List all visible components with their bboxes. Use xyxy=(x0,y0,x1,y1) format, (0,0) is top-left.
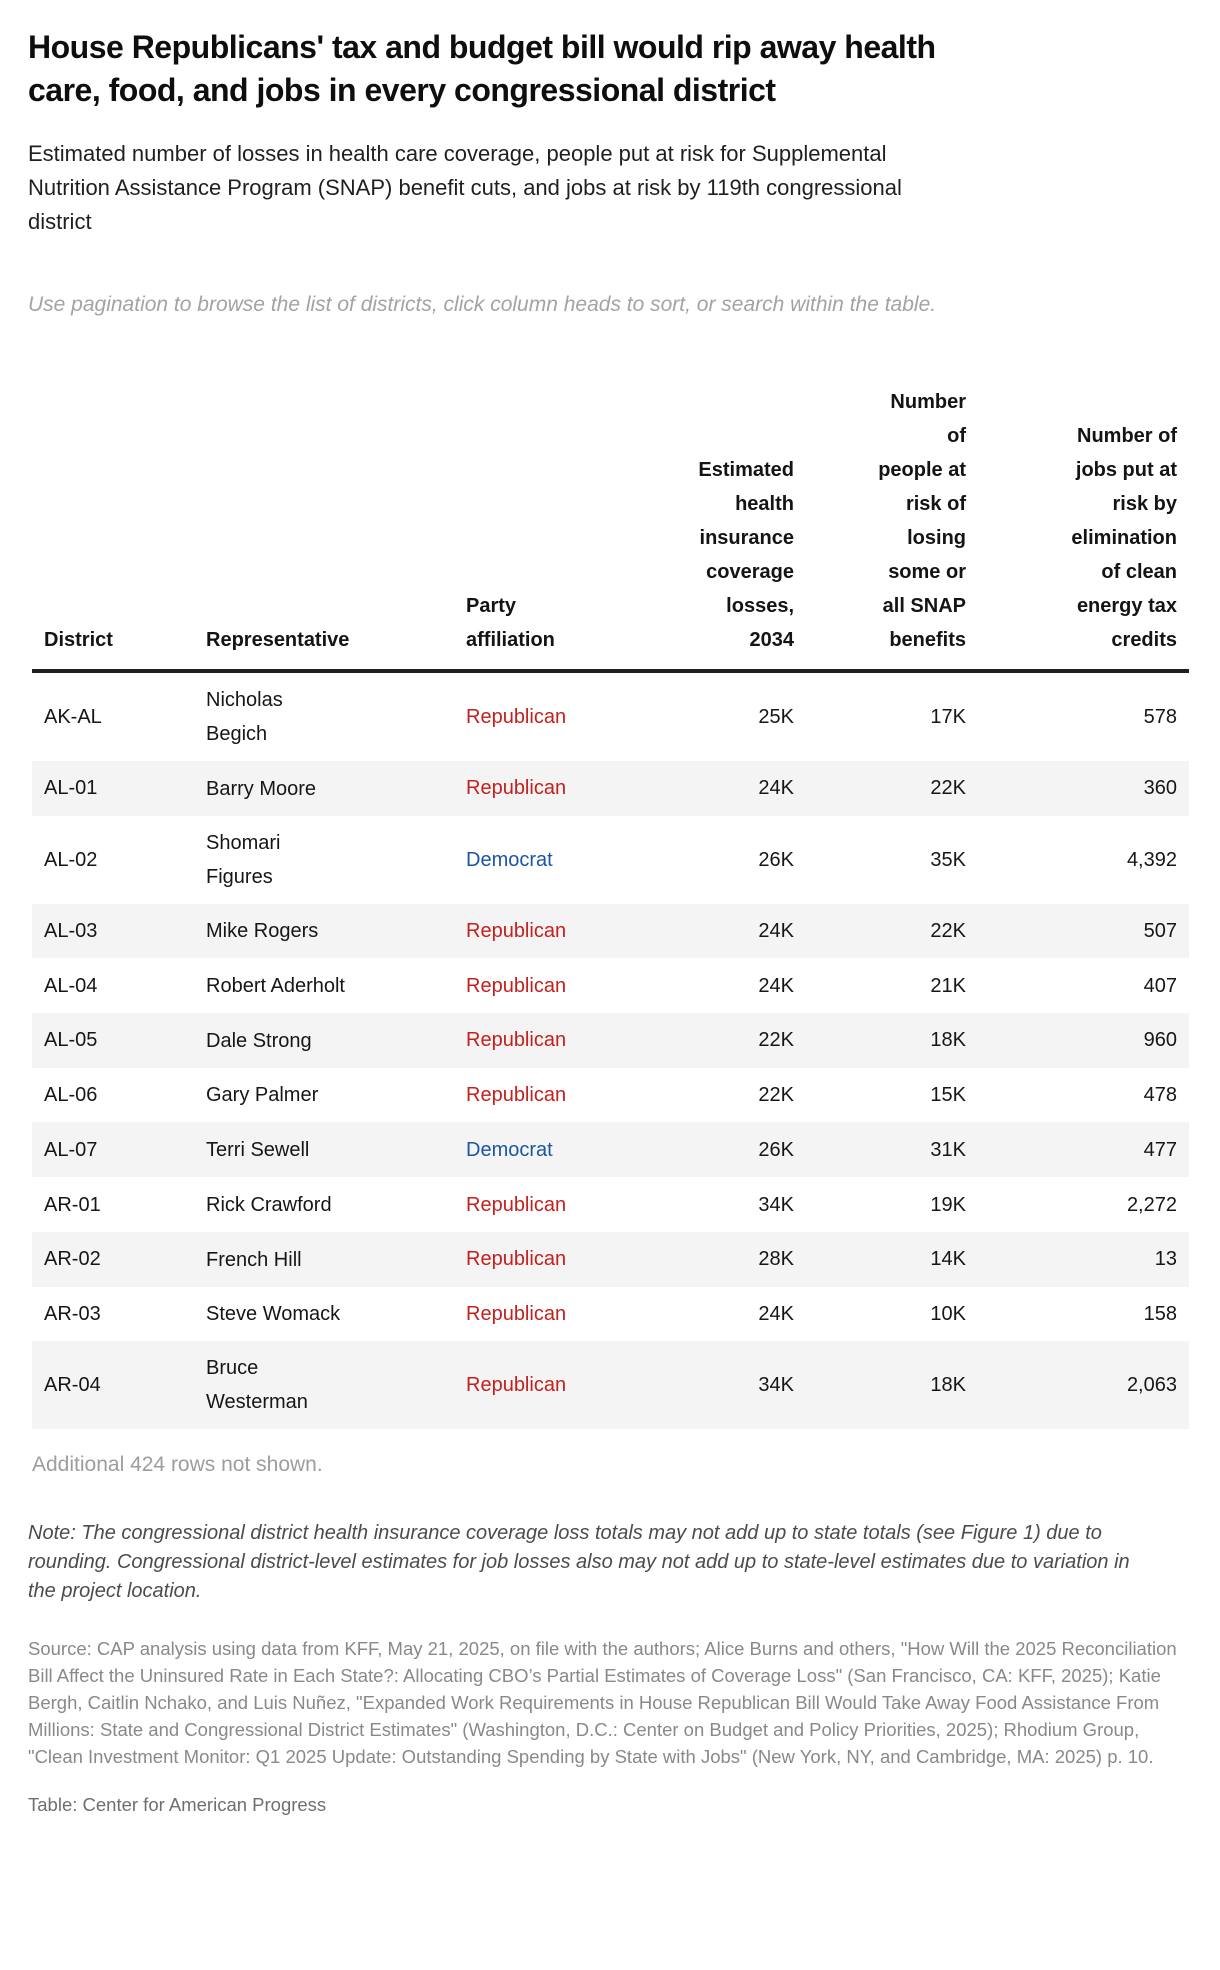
cell-value: 35K xyxy=(930,848,966,871)
cell-party xyxy=(454,816,636,904)
cell-value: AK-AL xyxy=(44,705,102,728)
page-title: House Republicans' tax and budget bill would rip away health care, food, and jobs in every congressional district xyxy=(28,29,936,108)
cell-snap_risk xyxy=(806,1013,978,1068)
cell-value: 22K xyxy=(930,777,966,800)
cell-snap_risk xyxy=(806,816,978,904)
cell-district xyxy=(32,671,194,761)
cell-value: 18K xyxy=(930,1029,966,1052)
cell-value: 17K xyxy=(930,705,966,728)
cell-value: AL-03 xyxy=(44,919,98,942)
cell-value: 14K xyxy=(930,1248,966,1271)
cell-snap_risk xyxy=(806,1068,978,1123)
cell-health_losses xyxy=(636,904,806,959)
cell-representative xyxy=(194,1013,454,1068)
cell-value: Dale Strong xyxy=(206,1029,312,1052)
cell-snap_risk xyxy=(806,958,978,1013)
table-row xyxy=(32,1013,1189,1068)
cell-representative xyxy=(194,1068,454,1123)
cell-value: 22K xyxy=(930,919,966,942)
cell-health_losses xyxy=(636,816,806,904)
cell-jobs_risk xyxy=(978,1013,1189,1068)
table-row xyxy=(32,1068,1189,1123)
cell-value: 31K xyxy=(930,1138,966,1161)
cell-value: Mike Rogers xyxy=(206,920,319,943)
cell-party xyxy=(454,1068,636,1123)
cell-jobs_risk xyxy=(978,1232,1189,1287)
cell-snap_risk xyxy=(806,1341,978,1429)
cell-party xyxy=(454,1341,636,1429)
cell-value: 24K xyxy=(758,777,794,800)
cell-value: AL-06 xyxy=(44,1084,98,1107)
cell-representative xyxy=(194,1232,454,1287)
party-label: Republican xyxy=(466,974,567,997)
cell-value: Terri Sewell xyxy=(206,1139,310,1162)
cell-health_losses xyxy=(636,1287,806,1342)
cell-value: 24K xyxy=(758,919,794,942)
column-header-label: Representative xyxy=(206,628,350,651)
party-label: Republican xyxy=(466,777,567,800)
cell-health_losses xyxy=(636,1341,806,1429)
cell-health_losses xyxy=(636,1232,806,1287)
cell-value: AR-02 xyxy=(44,1248,101,1271)
table-row xyxy=(32,1341,1189,1429)
column-header-label: Party affiliation xyxy=(466,594,555,651)
column-header-jobs_risk[interactable] xyxy=(978,385,1189,671)
cell-jobs_risk xyxy=(978,1177,1189,1232)
party-label: Republican xyxy=(466,705,567,728)
cell-district xyxy=(32,1341,194,1429)
cell-value: 2,063 xyxy=(1126,1374,1177,1397)
cell-value: 15K xyxy=(930,1084,966,1107)
column-header-label: Number of people at risk of losing some or all SNAP benefits xyxy=(878,390,966,651)
cell-snap_risk xyxy=(806,761,978,816)
cell-value: 2,272 xyxy=(1126,1193,1177,1216)
party-label: Republican xyxy=(466,1084,567,1107)
more-rows-note: Additional 424 rows not shown. xyxy=(32,1453,323,1477)
party-label: Republican xyxy=(466,1374,567,1397)
cell-representative xyxy=(194,958,454,1013)
cell-snap_risk xyxy=(806,671,978,761)
cell-district xyxy=(32,1232,194,1287)
cell-value: AL-04 xyxy=(44,974,98,997)
cell-value: 24K xyxy=(758,1302,794,1325)
cell-value: 34K xyxy=(758,1193,794,1216)
cell-health_losses xyxy=(636,761,806,816)
column-header-snap_risk[interactable] xyxy=(806,385,978,671)
cell-jobs_risk xyxy=(978,904,1189,959)
cell-representative xyxy=(194,1177,454,1232)
cell-value: 477 xyxy=(1143,1138,1177,1161)
cell-party xyxy=(454,761,636,816)
cell-value: 28K xyxy=(758,1248,794,1271)
footnote: Note: The congressional district health insurance coverage loss totals may not add up to state totals (see Figure 1) due to rounding. Congressional district-level estimates for job losses also may not add up to state-level estimates due to variation in the project location. xyxy=(28,1522,1130,1603)
cell-value: 18K xyxy=(930,1374,966,1397)
column-header-label: District xyxy=(44,628,113,651)
cell-health_losses xyxy=(636,1122,806,1177)
column-header-label: Number of jobs put at risk by elimination of clean energy tax credits xyxy=(1071,424,1177,651)
cell-health_losses xyxy=(636,671,806,761)
cell-value: Barry Moore xyxy=(206,777,317,800)
cell-value: 960 xyxy=(1143,1029,1177,1052)
cell-value: AR-01 xyxy=(44,1193,101,1216)
cell-value: French Hill xyxy=(206,1248,302,1271)
cell-value: 22K xyxy=(758,1084,794,1107)
cell-value: 158 xyxy=(1143,1302,1177,1325)
cell-value: Gary Palmer xyxy=(206,1084,319,1107)
cell-district xyxy=(32,1287,194,1342)
cell-jobs_risk xyxy=(978,1341,1189,1429)
cell-value: Nicholas Begich xyxy=(206,688,283,745)
cell-jobs_risk xyxy=(978,1122,1189,1177)
table-row xyxy=(32,761,1189,816)
table-row xyxy=(32,671,1189,761)
cell-party xyxy=(454,1122,636,1177)
cell-value: Shomari Figures xyxy=(206,831,281,888)
cell-value: AL-01 xyxy=(44,777,98,800)
table-row xyxy=(32,1122,1189,1177)
cell-representative xyxy=(194,671,454,761)
cell-jobs_risk xyxy=(978,1287,1189,1342)
cell-party xyxy=(454,671,636,761)
cell-representative xyxy=(194,1341,454,1429)
cell-value: AL-07 xyxy=(44,1138,98,1161)
source-line: Source: CAP analysis using data from KFF, May 21, 2025, on file with the authors; Alice Burns and others, "How Will the 2025 Reconciliation Bill Affect the Uninsured Rate in Each State?: Allocating CBO’s Partial Estimates of Coverage Loss" (San Francisco, CA: KFF, 2025); Katie Bergh, Caitlin Nchako, and Luis Nuñez, "Expanded Work Requirements in House Republican Bill Would Take Away Food Assistance From Millions: State and Congressional District Estimates" (Washington, D.C.: Center on Budget and Policy Priorities, 2025); Rhodium Group, "Clean Investment Monitor: Q1 2025 Update: Outstanding Spending by State with Jobs" (New York, NY, and Cambridge, MA: 2025) p. 10. xyxy=(28,1638,1177,1767)
cell-district xyxy=(32,816,194,904)
cell-value: 360 xyxy=(1143,777,1177,800)
cell-party xyxy=(454,904,636,959)
cell-health_losses xyxy=(636,1013,806,1068)
table-credit: Table: Center for American Progress xyxy=(28,1794,327,1816)
cell-district xyxy=(32,1177,194,1232)
cell-health_losses xyxy=(636,1177,806,1232)
cell-value: 13 xyxy=(1154,1248,1177,1271)
party-label: Democrat xyxy=(466,1138,553,1161)
cell-value: 578 xyxy=(1143,705,1177,728)
cell-jobs_risk xyxy=(978,816,1189,904)
cell-party xyxy=(454,1287,636,1342)
cell-snap_risk xyxy=(806,1122,978,1177)
cell-jobs_risk xyxy=(978,958,1189,1013)
cell-value: 26K xyxy=(758,848,794,871)
cell-value: 22K xyxy=(758,1029,794,1052)
cell-party xyxy=(454,958,636,1013)
column-header-row xyxy=(32,385,1189,671)
cell-district xyxy=(32,761,194,816)
party-label: Republican xyxy=(466,919,567,942)
usage-hint: Use pagination to browse the list of districts, click column heads to sort, or search within the table. xyxy=(28,293,937,317)
cell-representative xyxy=(194,1287,454,1342)
cell-representative xyxy=(194,1122,454,1177)
cell-jobs_risk xyxy=(978,671,1189,761)
party-label: Republican xyxy=(466,1029,567,1052)
cell-representative xyxy=(194,904,454,959)
cell-jobs_risk xyxy=(978,1068,1189,1123)
cell-district xyxy=(32,1122,194,1177)
table-row xyxy=(32,1287,1189,1342)
table-row xyxy=(32,1177,1189,1232)
party-label: Republican xyxy=(466,1248,567,1271)
cell-district xyxy=(32,1013,194,1068)
cell-party xyxy=(454,1232,636,1287)
table-row xyxy=(32,958,1189,1013)
cell-snap_risk xyxy=(806,1232,978,1287)
page-subtitle: Estimated number of losses in health care coverage, people put at risk for Supplemental Nutrition Assistance Program (SNAP) benefit cuts, and jobs at risk by 119th congressional district xyxy=(28,141,902,235)
cell-value: 10K xyxy=(930,1302,966,1325)
table-body xyxy=(32,671,1189,1429)
cell-party xyxy=(454,1177,636,1232)
cell-health_losses xyxy=(636,958,806,1013)
column-header-district[interactable] xyxy=(32,385,194,671)
cell-district xyxy=(32,1068,194,1123)
cell-value: 4,392 xyxy=(1126,848,1177,871)
cell-value: AR-04 xyxy=(44,1374,101,1397)
table-row xyxy=(32,1232,1189,1287)
cell-value: 25K xyxy=(758,705,794,728)
cell-value: 478 xyxy=(1143,1084,1177,1107)
cell-value: Bruce Westerman xyxy=(206,1357,308,1414)
table-row xyxy=(32,904,1189,959)
party-label: Republican xyxy=(466,1193,567,1216)
cell-value: 24K xyxy=(758,974,794,997)
cell-value: AL-02 xyxy=(44,848,98,871)
cell-value: 21K xyxy=(930,974,966,997)
column-header-health_losses[interactable] xyxy=(636,385,806,671)
cell-value: Rick Crawford xyxy=(206,1193,332,1216)
column-header-party[interactable] xyxy=(454,385,636,671)
cell-district xyxy=(32,958,194,1013)
cell-representative xyxy=(194,816,454,904)
party-label: Democrat xyxy=(466,848,553,871)
cell-value: 507 xyxy=(1143,919,1177,942)
cell-representative xyxy=(194,761,454,816)
cell-snap_risk xyxy=(806,904,978,959)
party-label: Republican xyxy=(466,1302,567,1325)
cell-value: 26K xyxy=(758,1138,794,1161)
cell-value: Robert Aderholt xyxy=(206,975,345,998)
table-header xyxy=(32,385,1189,671)
cell-value: AL-05 xyxy=(44,1029,98,1052)
cell-jobs_risk xyxy=(978,761,1189,816)
cell-value: AR-03 xyxy=(44,1302,101,1325)
districts-table xyxy=(32,385,1189,1429)
cell-party xyxy=(454,1013,636,1068)
column-header-label: Estimated health insurance coverage losses, 2034 xyxy=(698,458,794,651)
table-row xyxy=(32,816,1189,904)
column-header-representative[interactable] xyxy=(194,385,454,671)
cell-value: 34K xyxy=(758,1374,794,1397)
cell-snap_risk xyxy=(806,1177,978,1232)
cell-snap_risk xyxy=(806,1287,978,1342)
cell-value: Steve Womack xyxy=(206,1303,341,1326)
cell-health_losses xyxy=(636,1068,806,1123)
cell-district xyxy=(32,904,194,959)
cell-value: 407 xyxy=(1143,974,1177,997)
cell-value: 19K xyxy=(930,1193,966,1216)
